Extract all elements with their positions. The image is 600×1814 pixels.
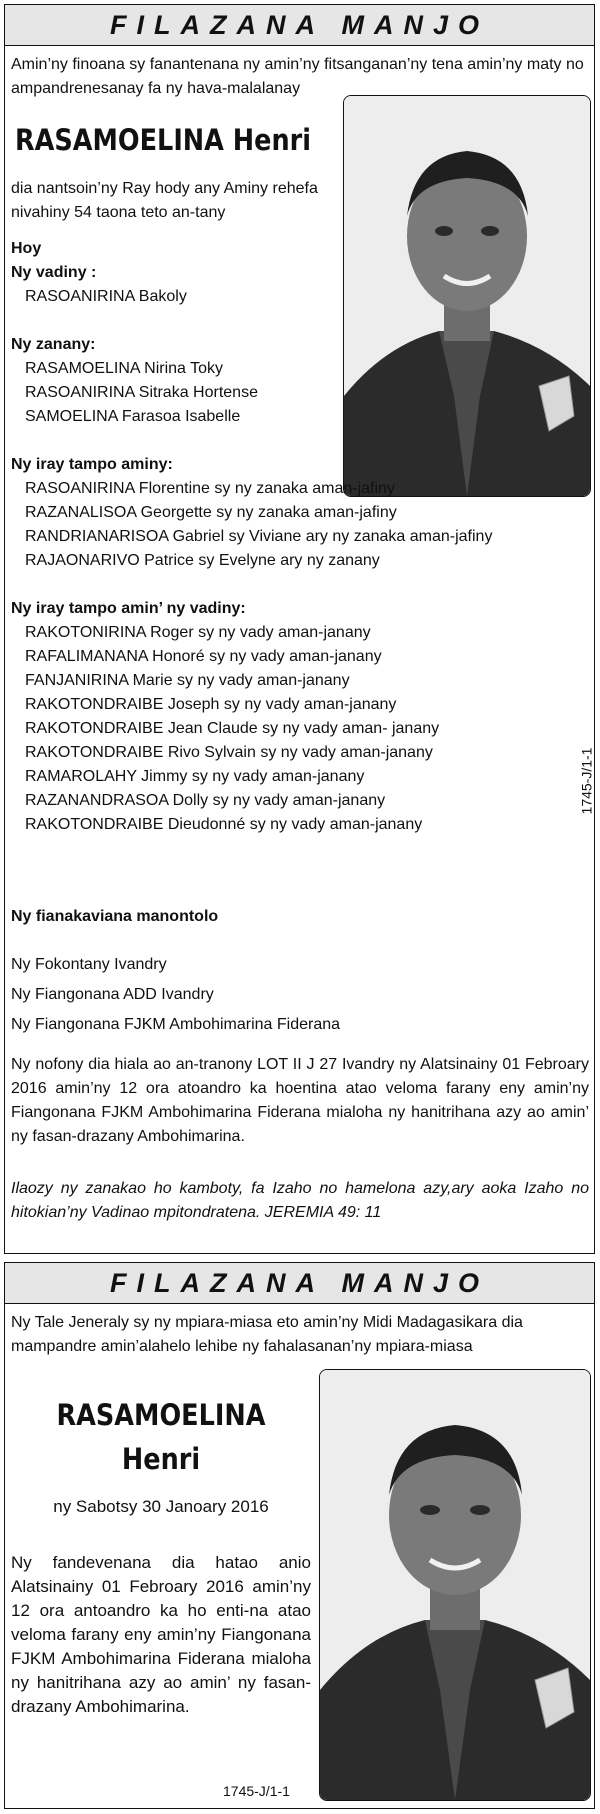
list-item: RAFALIMANANA Honoré sy ny vady aman-janany	[25, 648, 382, 665]
notice-header: FILAZANA MANJO	[5, 5, 594, 46]
org-item: Ny Fiangonana ADD Ivandry	[11, 986, 214, 1003]
list-item: RAKOTONDRAIBE Rivo Sylvain sy ny vady aman-janany	[25, 744, 433, 761]
children-heading: Ny zanany:	[11, 336, 96, 353]
name-line: RASAMOELINA	[56, 1398, 266, 1432]
name-line: Henri	[121, 1442, 201, 1476]
notice-intro: Amin’ny finoana sy fanantenana ny amin’ny fitsanganan’ny tena amin’ny maty no ampandrenesanay fa ny hava-malalanay	[11, 56, 584, 97]
reference-code: 1745-J/1-1	[578, 747, 595, 815]
whole-family: Ny fianakaviana manontolo	[11, 908, 219, 925]
deceased-name	[29, 1393, 293, 1481]
list-item: RASOANIRINA Florentine sy ny zanaka aman-jafiny	[25, 480, 395, 497]
deceased-name: RASAMOELINA Henri	[15, 123, 311, 157]
siblings-heading: Ny iray tampo aminy:	[11, 456, 173, 473]
list-item: FANJANIRINA Marie sy ny vady aman-janany	[25, 672, 350, 689]
list-item: RAKOTONDRAIBE Joseph sy ny vady aman-janany	[25, 696, 397, 713]
org-item: Ny Fiangonana FJKM Ambohimarina Fiderana	[11, 1016, 341, 1033]
spouse-heading: Ny vadiny :	[11, 264, 97, 281]
funeral-details: Ny fandevenana dia hatao anio Alatsinainy 01 Febroary 2016 amin’ny 12 ora antoandro ka ho enti-na atao veloma farany eny amin’ny Fiangonana FJKM Ambohimarina Fiderana mialoha ny hanitrihana azy ao amin’ ny fasan-drazany Ambohimarina.	[11, 1553, 311, 1716]
list-item: RANDRIANARISOA Gabriel sy Viviane ary ny zanaka aman-jafiny	[25, 528, 493, 545]
death-announcement: dia nantsoin’ny Ray hody any Aminy rehefa nivahiny 54 taona teto an-tany	[11, 180, 318, 221]
hoy-label: Hoy	[11, 240, 42, 257]
notice-header: FILAZANA MANJO	[5, 1263, 594, 1304]
org-item: Ny Fokontany Ivandry	[11, 956, 167, 973]
bible-verse: Ilaozy ny zanakao ho kamboty, fa Izaho no hamelona azy,ary aoka Izaho no hitokian’ny Vadinao mpitondratena. JEREMIA 49: 11	[11, 1180, 589, 1221]
list-item: RAKOTONDRAIBE Jean Claude sy ny vady aman- janany	[25, 720, 440, 737]
portrait-photo	[343, 95, 591, 497]
list-item: RAKOTONIRINA Roger sy ny vady aman-janany	[25, 624, 371, 641]
notice-intro: Ny Tale Jeneraly sy ny mpiara-miasa eto amin’ny Midi Madagasikara dia mampandre amin’alahelo lehibe ny fahalasanan’ny mpiara-miasa	[11, 1314, 523, 1355]
death-notice-family	[4, 4, 595, 1254]
list-item: RAMAROLAHY Jimmy sy ny vady aman-janany	[25, 768, 365, 785]
list-item: RASAMOELINA Nirina Toky	[25, 360, 223, 377]
reference-code: 1745-J/1-1	[223, 1783, 290, 1799]
death-date: ny Sabotsy 30 Janoary 2016	[53, 1497, 269, 1516]
list-item: SAMOELINA Farasoa Isabelle	[25, 408, 241, 425]
list-item: RASOANIRINA Sitraka Hortense	[25, 384, 258, 401]
portrait-photo	[319, 1369, 591, 1801]
list-item: RAZANALISOA Georgette sy ny zanaka aman-jafiny	[25, 504, 397, 521]
list-item: RAJAONARIVO Patrice sy Evelyne ary ny zanany	[25, 552, 380, 569]
list-item: RASOANIRINA Bakoly	[25, 288, 187, 305]
in-laws-heading: Ny iray tampo amin’ ny vadiny:	[11, 600, 246, 617]
list-item: RAKOTONDRAIBE Dieudonné sy ny vady aman-janany	[25, 816, 423, 833]
funeral-details: Ny nofony dia hiala ao an-tranony LOT II J 27 Ivandry ny Alatsinainy 01 Febroary 2016 amin’ny 12 ora atoandro ka hoentina atao veloma farany eny amin’ny Fiangonana FJKM Ambohimarina Fiderana mialoha ny hanitrihana azy ao amin’ ny fasan-drazany Ambohimarina.	[11, 1056, 589, 1145]
list-item: RAZANANDRASOA Dolly sy ny vady aman-janany	[25, 792, 386, 809]
death-notice-employer	[4, 1262, 595, 1809]
